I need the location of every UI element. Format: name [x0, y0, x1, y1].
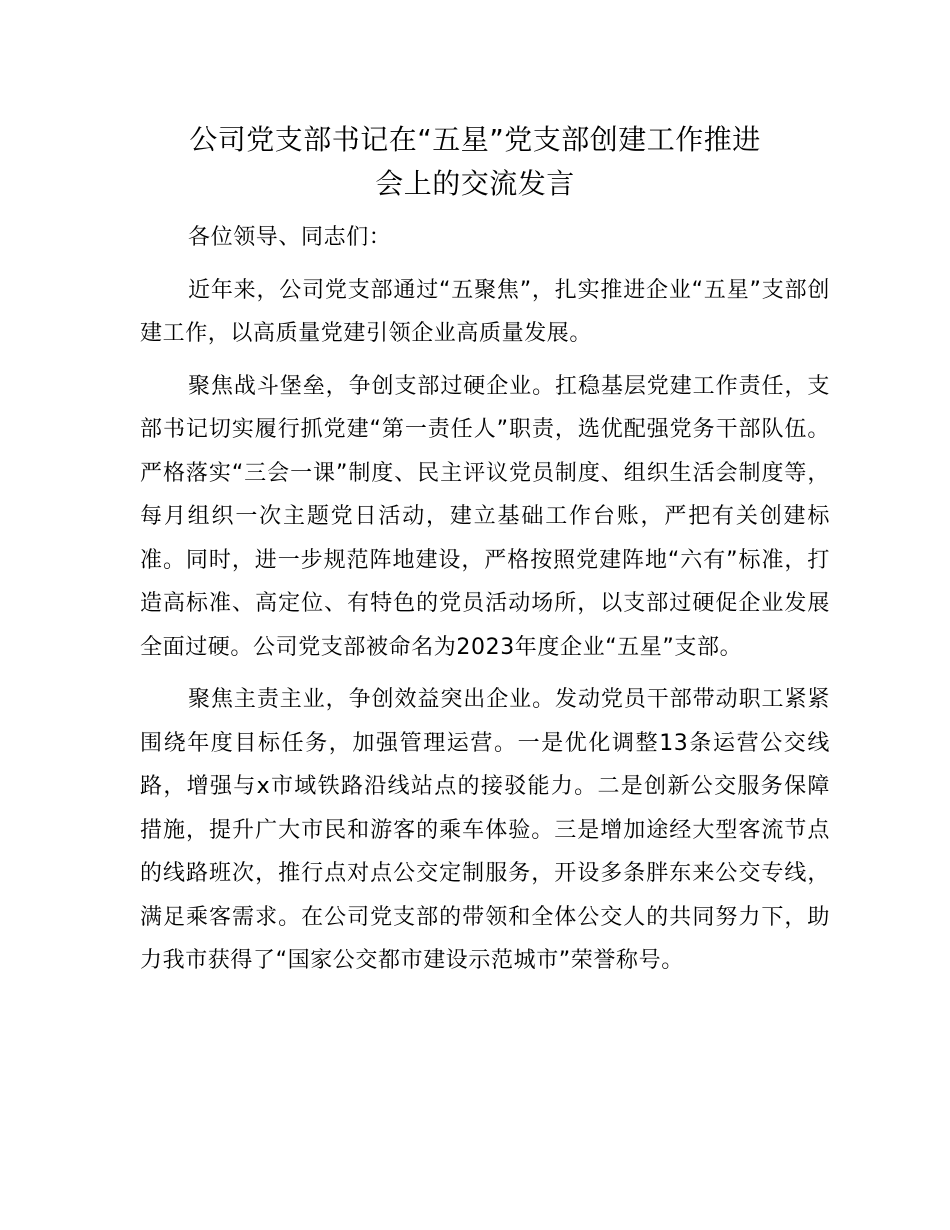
- intro-paragraph: 近年来，公司党支部通过“五聚焦”，扎实推进企业“五星”支部创建工作，以高质量党建引领企业高质量发展。: [140, 277, 830, 346]
- body-paragraph: 聚焦战斗堡垒，争创支部过硬企业。扛稳基层党建工作责任，支部书记切实履行抓党建“第一责任人”职责，选优配强党务干部队伍。严格落实“三会一课”制度、民主评议党员制度、组织生活会制度等，每月组织一次主题党日活动，建立基础工作台账，严把有关创建标准。同时，进一步规范阵地建设，严格按照党建阵地“六有”标准，打造高标准、高定位、有特色的党员活动场所，以支部过硬促企业发展全面过硬。公司党支部被命名为2023年度企业“五星”支部。: [140, 373, 830, 660]
- body-paragraph: 聚焦主责主业，争创效益突出企业。发动党员干部带动职工紧紧围绕年度目标任务，加强管理运营。一是优化调整13条运营公交线路，增强与x市域铁路沿线站点的接驳能力。二是创新公交服务保障措施，提升广大市民和游客的乘车体验。三是增加途经大型客流节点的线路班次，推行点对点公交定制服务，开设多条胖东来公交专线，满足乘客需求。在公司党支部的带领和全体公交人的共同努力下，助力我市获得了“国家公交都市建设示范城市”荣誉称号。: [140, 687, 830, 973]
- title-line-2: 会上的交流发言: [375, 167, 575, 200]
- title-line-1: 公司党支部书记在“五星”党支部创建工作推进: [189, 123, 761, 156]
- salutation-paragraph: 各位领导、同志们：: [188, 225, 392, 250]
- document-title: [140, 118, 810, 206]
- document-body: [140, 216, 830, 992]
